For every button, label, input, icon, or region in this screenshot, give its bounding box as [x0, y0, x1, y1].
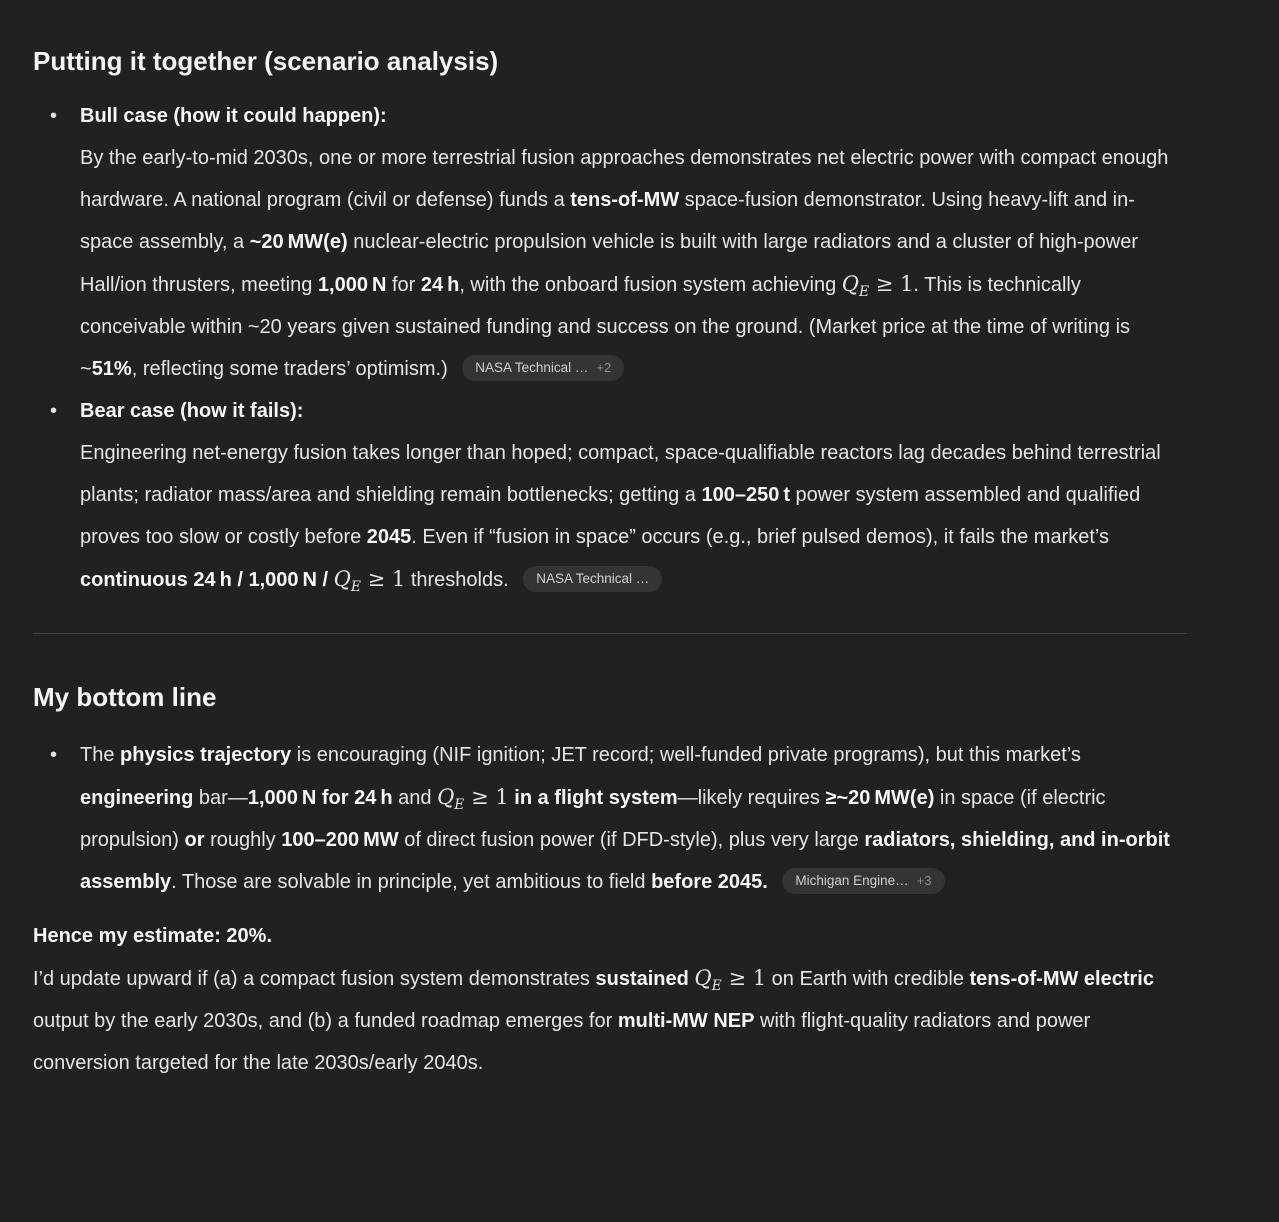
bear-case-paragraph: [80, 432, 1187, 601]
bull-case-title: • Bull case (how it could happen):: [80, 105, 387, 127]
bullet-item-bull-case: [33, 95, 1187, 390]
body-text: , reflecting some traders’ optimism.): [131, 358, 454, 380]
body-text: roughly: [204, 829, 282, 851]
inline-math-qe: $Q_E \ge 1$: [333, 567, 406, 596]
body-text: in space (if electric propulsion): [80, 787, 1106, 851]
citation-extra-count: +3: [916, 873, 932, 888]
body-text: . Even if “fusion in space” occurs (e.g., brief pulsed demos), it fails the market’s: [411, 526, 1110, 548]
body-text: thresholds.: [405, 569, 515, 591]
citation-chip[interactable]: [462, 355, 624, 381]
emphasized-text: 1,000 N for 24 h: [247, 787, 393, 809]
body-text: I’d update upward if (a) a compact fusion system demonstrates: [33, 968, 596, 990]
citation-source-label: NASA Technical …: [536, 571, 650, 586]
body-text: space-fusion demonstrator. Using heavy-lift and in-space assembly, a: [80, 189, 1135, 253]
scenario-bullet-list: [33, 95, 1187, 601]
emphasized-text: 1,000 N: [317, 274, 387, 296]
body-text: , with the onboard fusion system achieving: [459, 274, 842, 296]
body-text: on Earth with credible: [766, 968, 970, 990]
inline-math-qe: $Q_E \ge 1$: [437, 785, 509, 814]
body-text: power system assembled and qualified proves too slow or costly before: [80, 484, 1141, 548]
body-text: —likely requires: [677, 787, 826, 809]
emphasized-text: 100–200 MW: [281, 829, 399, 851]
inline-math-qe: $Q_E \ge 1$: [694, 966, 767, 995]
bear-case-title: • Bear case (how it fails):: [80, 400, 304, 422]
emphasized-text: tens-of-MW: [570, 189, 680, 211]
inline-math-qe: $Q_E \ge 1$: [841, 272, 914, 301]
emphasized-text: radiators, shielding, and in-orbit assembly: [80, 829, 1170, 893]
emphasized-text: sustained: [595, 968, 689, 990]
body-text: Engineering net-energy fusion takes longer than hoped; compact, space-qualifiable reactors lag decades behind terrestrial plants; radiator mass/area and shielding remain bottlenecks; getting a: [80, 442, 1161, 506]
citation-chip[interactable]: [523, 566, 662, 592]
body-text: The: [80, 744, 121, 766]
body-text: for: [386, 274, 421, 296]
emphasized-text: multi-MW NEP: [617, 1010, 755, 1032]
emphasized-text: in a flight system: [514, 787, 678, 809]
emphasized-text: tens-of-MW electric: [969, 968, 1154, 990]
emphasized-text: physics trajectory: [120, 744, 292, 766]
body-text: . This is technically conceivable within ~20 years given sustained funding and success on the ground. (Market price at the time of writing is ~: [80, 274, 1131, 380]
estimate-line: Hence my estimate: 20%.: [33, 925, 273, 947]
body-text: output by the early 2030s, and (b) a funded roadmap emerges for: [33, 1010, 618, 1032]
emphasized-text: 51%: [91, 358, 132, 380]
citation-extra-count: +2: [596, 360, 612, 375]
bullet-item-bottom-line: [33, 734, 1187, 903]
section-heading-bottom-line: My bottom line: [33, 682, 217, 712]
update-conditions-paragraph: [33, 957, 1187, 1084]
section-heading-scenario: Putting it together (scenario analysis): [33, 46, 499, 76]
emphasized-text: ~20 MW(e): [249, 231, 348, 253]
body-text: By the early-to-mid 2030s, one or more terrestrial fusion approaches demonstrates net electric power with compact enough hardware. A national program (civil or defense) funds a: [80, 147, 1169, 211]
bull-case-paragraph: [80, 137, 1187, 390]
emphasized-text: 2045: [366, 526, 412, 548]
emphasized-text: continuous 24 h / 1,000 N /: [80, 569, 334, 591]
citation-source-label: Michigan Engine…: [795, 873, 909, 888]
body-text: of direct fusion power (if DFD-style), plus very large: [398, 829, 865, 851]
emphasized-text: 24 h: [420, 274, 460, 296]
emphasized-text: before 2045.: [651, 871, 768, 893]
emphasized-text: 100–250 t: [701, 484, 790, 506]
bottom-line-bullet-list: [33, 734, 1187, 903]
bullet-item-bear-case: [33, 390, 1187, 601]
body-text: bar—: [193, 787, 248, 809]
body-text: and: [392, 787, 438, 809]
citation-source-label: NASA Technical …: [475, 360, 589, 375]
body-text: . Those are solvable in principle, yet ambitious to field: [171, 871, 652, 893]
emphasized-text: engineering: [80, 787, 194, 809]
bottom-line-paragraph: [80, 734, 1187, 903]
body-text: is encouraging (NIF ignition; JET record; well-funded private programs), but this market’s: [291, 744, 1081, 766]
emphasized-text: or: [184, 829, 205, 851]
section-divider: [33, 633, 1187, 634]
emphasized-text: ≥~20 MW(e): [825, 787, 935, 809]
citation-chip[interactable]: [782, 868, 944, 894]
body-text: [768, 871, 774, 893]
body-text: nuclear-electric propulsion vehicle is built with large radiators and a cluster of high-power Hall/ion thrusters, meeting: [80, 231, 1139, 296]
body-text: with flight-quality radiators and power conversion targeted for the late 2030s/early 2040s.: [33, 1010, 1091, 1074]
